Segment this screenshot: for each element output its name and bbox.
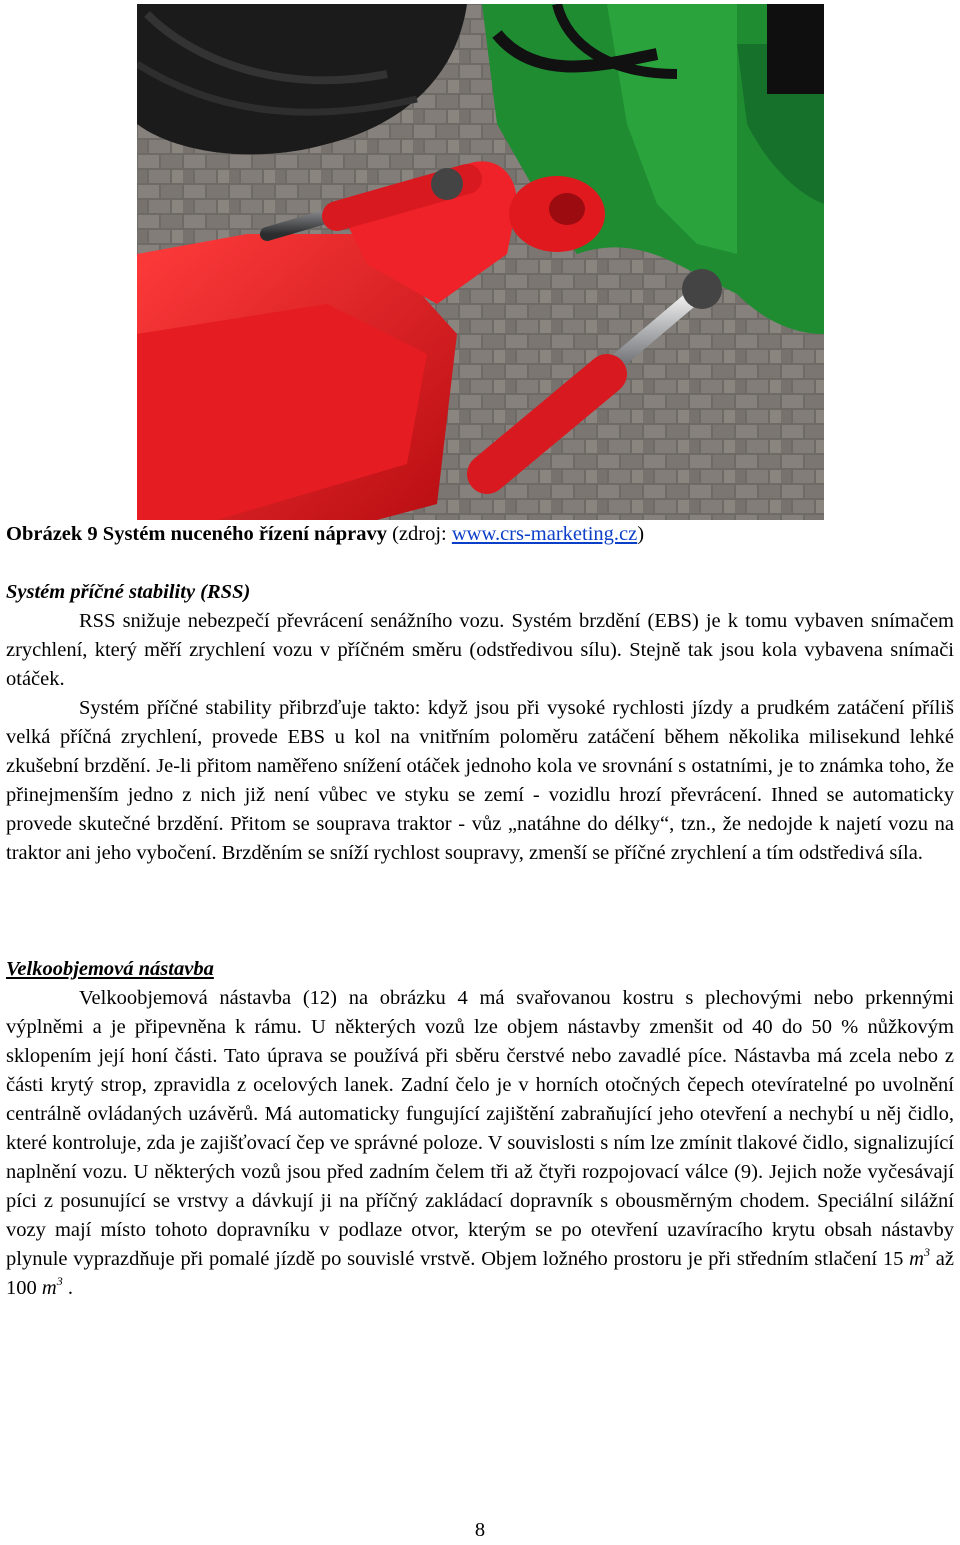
unit-exponent: 3: [56, 1274, 63, 1288]
page-number: 8: [474, 1519, 486, 1541]
unit-m: m: [909, 1248, 924, 1270]
caption-title: Obrázek 9 Systém nuceného řízení nápravy: [6, 523, 387, 545]
unit-m: m: [41, 1277, 57, 1299]
section-superstructure: [6, 955, 954, 1303]
caption-source-link[interactable]: www.crs-marketing.cz: [451, 523, 638, 545]
paragraph-text: Velkoobjemová nástavba (12) na obrázku 4 má svařovanou kostru s plechovými nebo prkennými výplněmi a je připevněna k rámu. U některých vozů lze objem nástavby zmenšit od 40 do 50 % nůžkovým sklopením její honí části. Tato úprava se používá při sběru čerstvé nebo zavadlé píce. Nástavba má zcela nebo z části krytý strop, zpravidla z ocelových lanek. Zadní čelo je v horních otočných čepech otevíratelné po uvolnění centrálně ovládaných uzávěrů. Má automaticky fungující zajištění zabraňující jeho otevření a nechybí u něj čidlo, které kontroluje, zda je zajišťovací čep ve správné poloze. V souvislosti s ním lze zmínit tlakové čidlo, signalizující naplnění vozu. U některých vozů jsou před zadním čelem tři až čtyři rozpojovací válce (9). Jejich nože vyčesávají píci z posunující se vrstvy a dávkují ji na příčný zakládací dopravník s obousměrným chodem. Speciální silážní vozy mají místo tohoto dopravníku v podlaze otvor, kterým se po otevření uzavíracího krytu obsah nástavby plynule vyprazdňuje při pomalé jízdě po souvislé vrstvě. Objem ložného prostoru je při středním stlačení 15: [6, 987, 954, 1270]
paragraph: [6, 984, 954, 1303]
paragraph-text-end: .: [62, 1277, 73, 1299]
paragraph-text-mid: až 100: [6, 1248, 954, 1299]
figure-caption: [6, 520, 954, 549]
caption-source-suffix: ): [637, 523, 645, 545]
paragraph: Systém příčné stability přibrzďuje takto: když jsou při vysoké rychlosti jízdy a prudkém zatáčení příliš velká příčná zrychlení, provede EBS u kol na vnitřním poloměru zatáčení během několika milisekund lehké zkušební brzdění. Je-li přitom naměřeno snížení otáček jednoho kola ve srovnání s ostatními, je to známka toho, že přinejmenším jedno z nich již není vůbec ve styku se zemí - vozidlu hrozí převrácení. Ihned se automaticky provede skutečné brzdění. Přitom se souprava traktor - vůz „natáhne do délky“, tzn., že nedojde k najetí vozu na traktor ani jeho vybočení. Brzděním se sníží rychlost soupravy, zmenší se příčné zrychlení a tím odstředivá síla.: [6, 697, 954, 864]
section-rss: [6, 578, 954, 868]
section-heading-rss: Systém příčné stability (RSS): [6, 581, 251, 603]
unit-exponent: 3: [923, 1245, 930, 1259]
paragraph: RSS snižuje nebezpečí převrácení senážního vozu. Systém brzdění (EBS) je k tomu vybaven snímačem zrychlení, který měří zrychlení vozu v příčném směru (odstředivou sílu). Stejně tak jsou kola vybavena snímači otáček.: [6, 610, 954, 690]
tractor-axle-steering-photo: [137, 4, 824, 520]
section-heading-superstructure: Velkoobjemová nástavba: [6, 958, 214, 980]
caption-source-prefix: (zdroj:: [386, 523, 452, 545]
